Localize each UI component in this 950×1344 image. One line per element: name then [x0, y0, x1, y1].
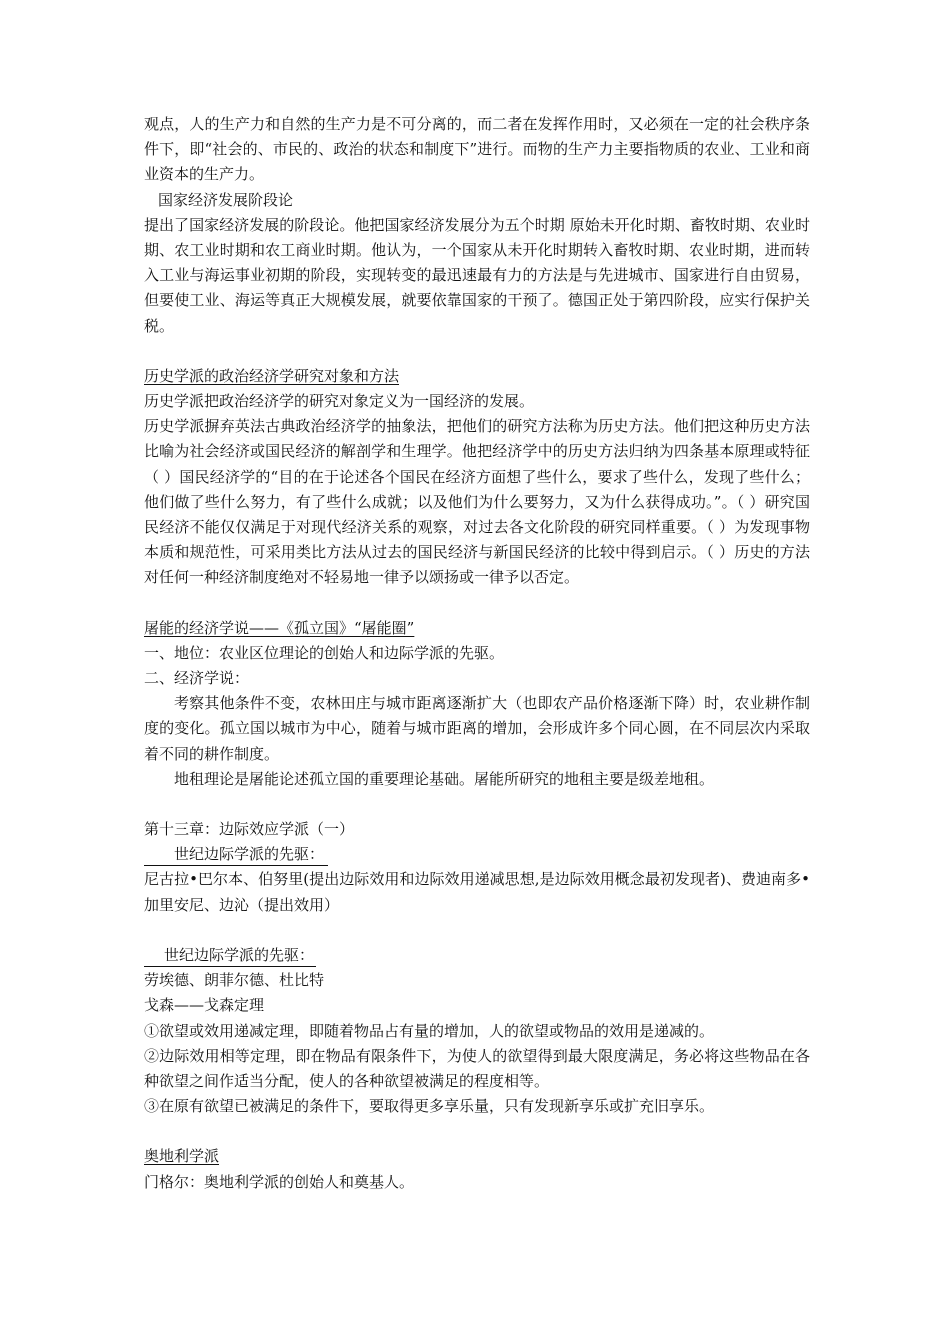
heading-precursors-1 [144, 842, 810, 867]
spacer [144, 1119, 810, 1144]
item-position: 一、地位：农业区位理论的创始人和边际学派的先驱。 [144, 643, 505, 662]
law-3: ③在原有欲望已被满足的条件下，要取得更多享乐量，只有发现新享乐或扩充旧享乐。 [144, 1097, 715, 1116]
spacer [144, 591, 810, 616]
heading-austrian [144, 1144, 810, 1169]
paragraph-menger: 门格尔：奥地利学派的创始人和奠基人。 [144, 1172, 415, 1191]
document-page [144, 112, 810, 1195]
heading-precursors-2-text: 世纪边际学派的先驱： [144, 945, 316, 967]
paragraph-gossen: 戈森——戈森定理 [144, 996, 265, 1015]
paragraph-method: 历史学派摒弃英法古典政治经济学的抽象法，把他们的研究方法称为历史方法。他们把这种历史方法比喻为社会经济或国民经济的解剖学和生理学。他把经济学中的历史方法归纳为四条基本原理或特征 （ ）国民经济学的“目的在于论述各个国民在经济方面想了些什么，要求了些什么，发现了些什么；他们做了些什么努力，有了些什么成就；以及他们为什么要努力，又为什么获得成功。”。（ ）研究国民经济不能仅仅满足于对现代经济关系的观察，对过去各文化阶段的研究同样重要。（ ）为发现事物本质和规范性，可采用类比方法从过去的国民经济与新国民经济的比较中得到启示。（ ）历史的方法对任何一种经济制度绝对不轻易地一律予以颂扬或一律予以否定。 [144, 417, 810, 587]
heading-austrian-text: 奥地利学派 [144, 1147, 220, 1166]
paragraph-precursors-1: 尼古拉•巴尔本、伯努里(提出边际效用和边际效用递减思想,是边际效用概念最初发现者)、费迪南多•加里安尼、边沁（提出效用） [144, 870, 810, 914]
subheading-stages: 国家经济发展阶段论 [158, 190, 294, 209]
paragraph-productivity: 观点，人的生产力和自然的生产力是不可分离的，而二者在发挥作用时，又必须在一定的社会秩序条件下，即“社会的、市民的、政治的状态和制度下”进行。而物的生产力主要指物质的农业、工业和商业资本的生产力。 [144, 115, 810, 184]
heading-historical-school [144, 364, 810, 389]
heading-precursors-2 [144, 943, 810, 968]
paragraph-farming: 考察其他条件不变，农林田庄与城市距离逐渐扩大（也即农产品价格逐渐下降）时，农业耕作制度的变化。孤立国以城市为中心，随着与城市距离的增加，会形成许多个同心圆，在不同层次内采取着不同的耕作制度。 [144, 694, 810, 763]
chapter-title: 第十三章：边际效应学派（一） [144, 820, 355, 839]
spacer [144, 918, 810, 943]
spacer [144, 339, 810, 364]
paragraph-names: 劳埃德、朗菲尔德、杜比特 [144, 971, 325, 990]
item-theory: 二、经济学说： [144, 669, 250, 688]
heading-thunen-text: 屠能的经济学说——《孤立国》“屠能圈” [144, 618, 415, 637]
heading-historical-school-text: 历史学派的政治经济学研究对象和方法 [144, 366, 400, 385]
spacer [144, 792, 810, 817]
paragraph-stages: 提出了国家经济发展的阶段论。他把国家经济发展分为五个时期 原始未开化时期、畜牧时期、农业时期、农工业时期和农工商业时期。他认为，一个国家从未开化时期转入畜牧时期、农业时期，进而转入工业与海运事业初期的阶段，实现转变的最迅速最有力的方法是与先进城市、国家进行自由贸易，但要使工业、海运等真正大规模发展，就要依靠国家的干预了。德国正处于第四阶段，应实行保护关税。 [144, 215, 810, 335]
heading-precursors-1-text: 世纪边际学派的先驱： [144, 844, 328, 866]
heading-thunen [144, 616, 810, 641]
paragraph-object: 历史学派把政治经济学的研究对象定义为一国经济的发展。 [144, 392, 535, 411]
law-2: ②边际效用相等定理，即在物品有限条件下，为使人的欲望得到最大限度满足，务必将这些物品在各种欲望之间作适当分配，使人的各种欲望被满足的程度相等。 [144, 1046, 810, 1090]
paragraph-rent: 地租理论是屠能论述孤立国的重要理论基础。屠能所研究的地租主要是级差地租。 [174, 769, 715, 788]
law-1: ①欲望或效用递减定理，即随着物品占有量的增加，人的欲望或物品的效用是递减的。 [144, 1021, 715, 1040]
